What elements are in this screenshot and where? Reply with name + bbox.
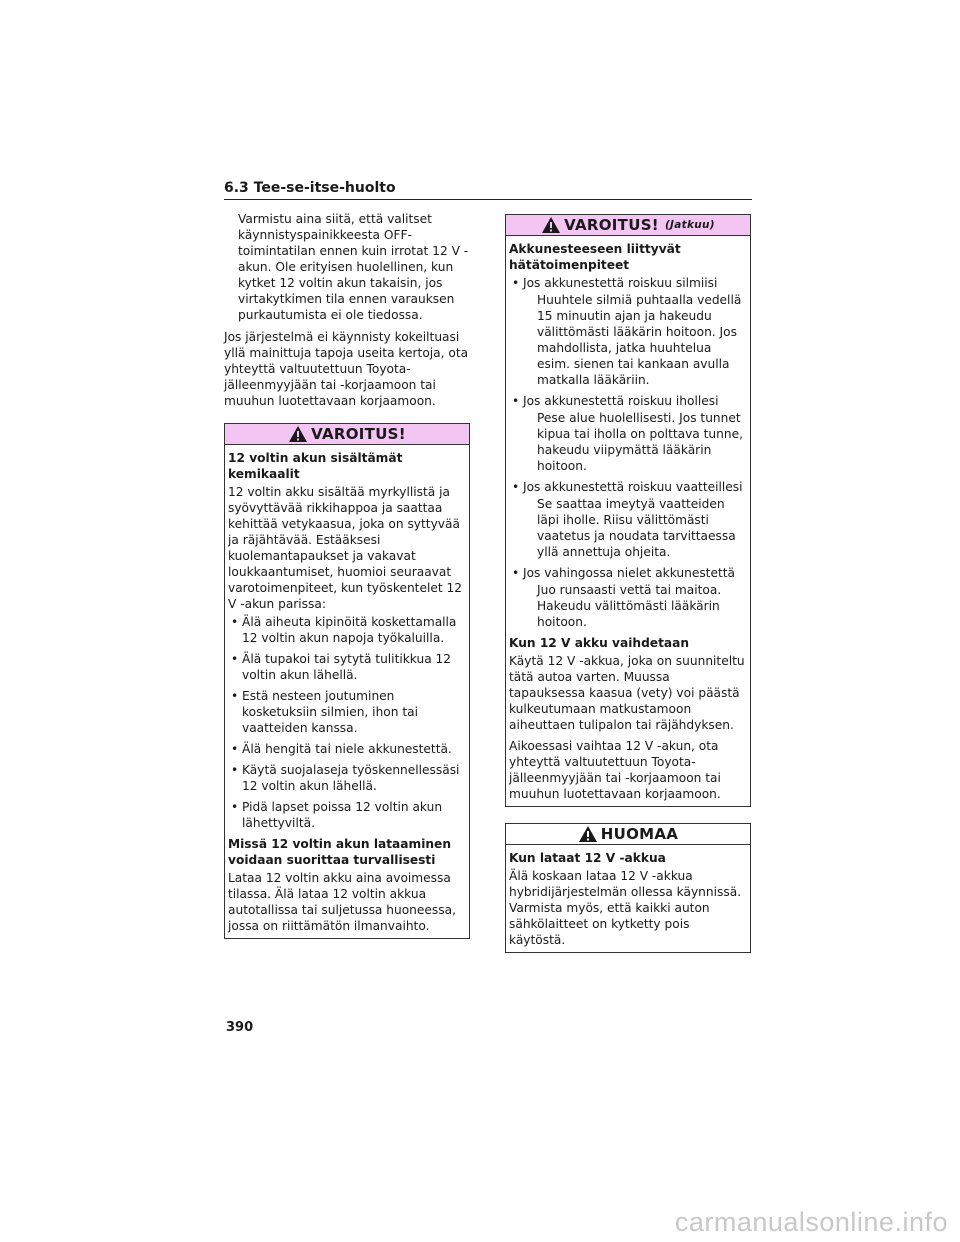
warning-box-body [225,445,469,938]
page-number: 390 [226,1020,254,1035]
watermark: carmanualsonline.info [674,1207,948,1237]
notice-heading: Kun lataat 12 V -akkua [509,851,666,865]
warning-continued-box [505,214,751,807]
caution-triangle-icon [578,825,598,843]
warning-heading-safe-charging: Missä 12 voltin akun lataaminen voidaan suorittaa turvallisesti [228,837,451,867]
list-item [509,479,747,560]
bullet-label: Jos akkunestettä roiskuu ihollesi [523,394,719,408]
warning-continued-header [506,215,750,236]
warning-heading-replacement: Kun 12 V akku vaihdetaan [509,636,690,650]
warning-triangle-icon [288,425,308,443]
intro-indented-text: Varmistu aina siitä, että valitset käynnistyspainikkeesta OFF-toimintatilan ennen kuin irrotat 12 V -akun. Ole erityisen huolellinen, kun kytket 12 voltin akun takaisin, jos virtakytkimen tila ennen varauksen purkautumista ei ole tiedossa. [238,212,469,322]
bullet-detail: Huuhtele silmiä puhtaalla vedellä 15 minuutin ajan ja hakeudu välittömästi lääkärin hoitoon. Jos mahdollista, jatka huuhtelua esim. sienen tai kankaan avulla matkalla lääkäriin. [537,293,742,387]
warning-box-header [225,424,469,445]
list-item [509,565,747,630]
left-column [224,211,470,939]
warning-text-chemicals: 12 voltin akku sisältää myrkyllistä ja syövyttävää rikkihappoa ja saattaa kehittää vetykaasua, joka on syttyvää ja räjähtävää. Estääksesi kuolemantapaukset ja vakavat loukkaantumiset, huomioi seuraavat varotoimenpiteet, kun työskentelet 12 V -akun parissa: [228,485,462,611]
list-item: • Käytä suojalaseja työskennellessäsi 12 voltin akun lähellä. [228,762,466,794]
warning-text-replacement: Käytä 12 V -akkua, joka on suunniteltu tätä autoa varten. Muussa tapauksessa kaasua (vety) voi päästä kulkeutumaan matkustamoon aiheuttaen tulipalon tai räjähdyksen. [509,654,745,732]
list-item: • Pidä lapset poissa 12 voltin akun lähettyviltä. [228,799,466,831]
warning-bullet-list [228,614,466,831]
list-item [509,393,747,474]
notice-box [505,823,751,953]
section-header: 6.3 Tee-se-itse-huolto [224,178,752,200]
list-item: • Estä nesteen joutuminen kosketuksiin silmien, ihon tai vaatteiden kanssa. [228,688,466,736]
list-item: • Älä tupakoi tai sytytä tulitikkua 12 voltin akun lähellä. [228,651,466,683]
notice-title: HUOMAA [600,825,679,843]
continued-label: (Jatkuu) [664,219,715,231]
list-item: • Älä hengitä tai niele akkunestettä. [228,741,466,757]
warning-triangle-icon [541,216,561,234]
warning-continued-body [506,236,750,806]
intro-paragraph: Jos järjestelmä ei käynnisty kokeiltuasi yllä mainittuja tapoja useita kertoja, ota yhteyttä valtuutettuun Toyota-jälleenmyyjään tai -korjaamoon tai muuhun luotettavaan korjaamoon. [224,330,469,408]
bullet-label: Jos akkunestettä roiskuu vaatteillesi [523,480,743,494]
warning-box [224,423,470,939]
emergency-bullet-list [509,275,747,630]
bullet-label: Jos akkunestettä roiskuu silmiisi [523,276,718,290]
bullet-detail: Juo runsaasti vettä tai maitoa. Hakeudu välittömästi lääkärin hoitoon. [537,583,722,629]
list-item: • Älä aiheuta kipinöitä koskettamalla 12 voltin akun napoja työkaluilla. [228,614,466,646]
bullet-detail: Se saattaa imeytyä vaatteiden läpi iholle. Riisu välittömästi vaatetus ja noudata tarvittaessa yllä annettuja ohjeita. [537,497,736,559]
warning-heading-emergency: Akkunesteeseen liittyvät hätätoimenpiteet [509,242,681,272]
warning-heading-chemicals: 12 voltin akun sisältämät kemikaalit [228,451,403,481]
warning-text-safe-charging: Lataa 12 voltin akku aina avoimessa tilassa. Älä lataa 12 voltin akkua autotallissa tai suljetussa huoneessa, jossa on riittämätön ilmanvaihto. [228,871,456,933]
warning-text-contact: Aikoessasi vaihtaa 12 V -akun, ota yhteyttä valtuutettuun Toyota-jälleenmyyjään tai -korjaamoon tai muuhun luotettavaan korjaamoon. [509,739,721,801]
bullet-detail: Pese alue huolellisesti. Jos tunnet kipua tai iholla on polttava tunne, hakeudu viipymättä lääkärin hoitoon. [537,411,743,473]
notice-text: Älä koskaan lataa 12 V -akkua hybridijärjestelmän ollessa käynnissä. Varmista myös, että kaikki auton sähkölaitteet on kytketty pois käytöstä. [509,869,742,947]
warning-title: VAROITUS! [311,425,406,443]
notice-box-body [506,845,750,952]
right-column [505,214,751,953]
list-item [509,275,747,388]
bullet-label: Jos vahingossa nielet akkunestettä [523,566,735,580]
warning-continued-title: VAROITUS! [564,216,659,234]
notice-box-header [506,824,750,845]
